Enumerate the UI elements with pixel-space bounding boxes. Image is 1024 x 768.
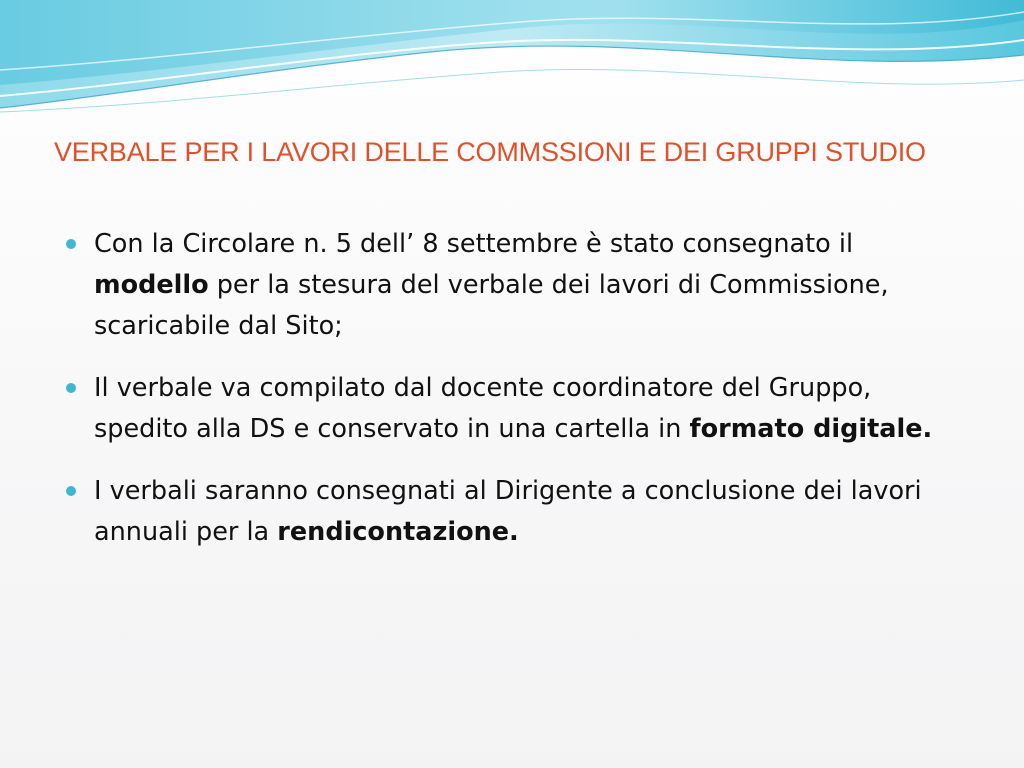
bullet-dot-icon <box>66 239 76 249</box>
bullet-dot-icon <box>66 486 76 496</box>
bullet-list <box>62 224 962 574</box>
bullet-text: per la stesura del verbale dei lavori di Commissione, scaricabile dal Sito; <box>94 270 889 341</box>
bullet-text: I verbali saranno consegnati al Dirigente a conclusione dei lavori annuali per la <box>94 476 922 547</box>
bullet-text: Il verbale va compilato dal docente coordinatore del Gruppo, spedito alla DS e conservato in una cartella in <box>94 373 872 444</box>
slide-title: VERBALE PER I LAVORI DELLE COMMSSIONI E DEI GRUPPI STUDIO <box>54 137 926 167</box>
bullet-item-verbale <box>62 368 962 450</box>
bullet-bold-text: formato digitale. <box>689 414 933 444</box>
bullet-item-circolare <box>62 224 962 347</box>
bullet-text: Con la Circolare n. 5 dell’ 8 settembre è stato consegnato il <box>94 229 854 259</box>
bullet-item-verbali-dirigente <box>62 471 962 553</box>
decorative-wave-header <box>0 0 1024 120</box>
bullet-dot-icon <box>66 383 76 393</box>
bullet-bold-text: modello <box>94 270 209 300</box>
bullet-bold-text: rendicontazione. <box>277 517 519 547</box>
